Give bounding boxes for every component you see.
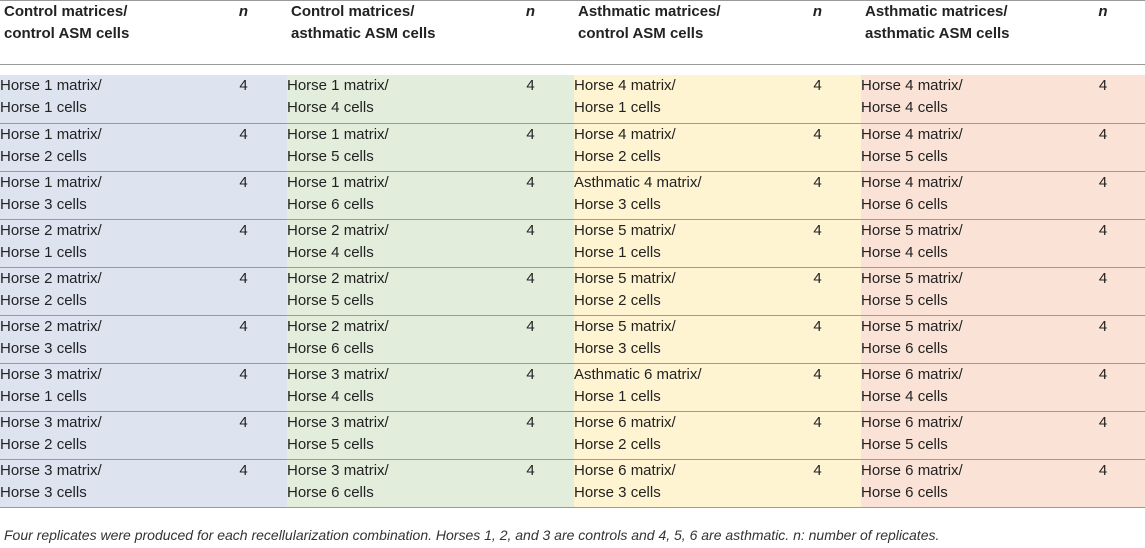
replicate-count: 4 [487, 411, 574, 459]
combination-cell [574, 75, 774, 123]
combination-cell [574, 171, 774, 219]
cells-label: Horse 6 cells [287, 195, 374, 213]
combination-cell [574, 411, 774, 459]
header-asthmatic-asthmatic [861, 1, 1061, 65]
replicate-count: 4 [1061, 123, 1145, 171]
cells-label: Horse 5 cells [287, 435, 374, 453]
replicate-count: 4 [774, 75, 861, 123]
matrix-label: Horse 4 matrix/ [861, 125, 963, 143]
replicate-count: 4 [1061, 315, 1145, 363]
replicate-count: 4 [774, 267, 861, 315]
matrix-label: Horse 2 matrix/ [0, 269, 102, 287]
header-n: n [1061, 1, 1145, 65]
cells-label: Horse 1 cells [574, 243, 661, 261]
combination-cell [0, 459, 200, 507]
combination-cell [574, 267, 774, 315]
combination-cell [287, 411, 487, 459]
cells-label: Horse 5 cells [861, 291, 948, 309]
matrix-label: Horse 5 matrix/ [861, 269, 963, 287]
combination-cell [0, 363, 200, 411]
table-row [0, 459, 1145, 507]
cells-label: Horse 5 cells [861, 435, 948, 453]
cells-label: Horse 6 cells [861, 339, 948, 357]
matrix-label: Horse 1 matrix/ [287, 77, 389, 94]
matrix-label: Horse 3 matrix/ [0, 461, 102, 479]
cells-label: Horse 2 cells [574, 435, 661, 453]
combination-cell [861, 267, 1061, 315]
cells-label: Horse 4 cells [861, 387, 948, 405]
combination-cell [861, 411, 1061, 459]
combination-cell [861, 171, 1061, 219]
combination-cell [287, 123, 487, 171]
matrix-label: Horse 3 matrix/ [287, 461, 389, 479]
header-subtitle: asthmatic ASM cells [291, 25, 436, 42]
replicate-count: 4 [1061, 171, 1145, 219]
table-footnote: Four replicates were produced for each recellularization combination. Horses 1, 2, and 3 are controls and 4, 5, 6 are asthmatic. n: number of replicates. [4, 527, 940, 543]
combination-cell [287, 315, 487, 363]
cells-label: Horse 4 cells [861, 243, 948, 261]
header-control-asthmatic [287, 1, 487, 65]
header-asthmatic-control [574, 1, 774, 65]
cells-label: Horse 5 cells [861, 147, 948, 165]
cells-label: Horse 5 cells [287, 147, 374, 165]
matrix-label: Horse 3 matrix/ [287, 365, 389, 383]
table-row [0, 411, 1145, 459]
replicate-count: 4 [200, 363, 287, 411]
table-row [0, 171, 1145, 219]
cells-label: Horse 2 cells [574, 291, 661, 309]
combination-cell [0, 267, 200, 315]
matrix-label: Horse 5 matrix/ [574, 221, 676, 239]
combination-cell [574, 123, 774, 171]
combination-cell [0, 123, 200, 171]
header-separator [0, 65, 1145, 76]
cells-label: Horse 1 cells [574, 387, 661, 405]
combination-cell [574, 219, 774, 267]
combination-cell [287, 75, 487, 123]
combination-cell [861, 459, 1061, 507]
combination-cell [287, 219, 487, 267]
replicate-count: 4 [200, 219, 287, 267]
replicate-count: 4 [487, 459, 574, 507]
replicate-count: 4 [774, 411, 861, 459]
matrix-label: Horse 2 matrix/ [287, 317, 389, 335]
header-title: Asthmatic matrices/ [865, 3, 1008, 20]
matrix-label: Horse 2 matrix/ [287, 221, 389, 239]
replicate-count: 4 [200, 75, 287, 123]
matrix-label: Asthmatic 4 matrix/ [574, 173, 702, 191]
combination-cell [861, 75, 1061, 123]
combination-cell [287, 459, 487, 507]
cells-label: Horse 2 cells [0, 147, 87, 165]
matrix-label: Horse 1 matrix/ [287, 125, 389, 143]
replicate-count: 4 [1061, 363, 1145, 411]
cells-label: Horse 3 cells [574, 195, 661, 213]
combination-cell [0, 411, 200, 459]
cells-label: Horse 1 cells [0, 387, 87, 405]
header-subtitle: control ASM cells [4, 25, 130, 42]
replicate-count: 4 [1061, 75, 1145, 123]
combination-cell [0, 75, 200, 123]
combination-cell [861, 219, 1061, 267]
cells-label: Horse 4 cells [287, 243, 374, 261]
replicate-count: 4 [1061, 459, 1145, 507]
combination-cell [287, 171, 487, 219]
header-subtitle: control ASM cells [578, 25, 704, 42]
cells-label: Horse 3 cells [0, 195, 87, 213]
replicate-count: 4 [774, 123, 861, 171]
matrix-label: Horse 4 matrix/ [574, 77, 676, 94]
combination-cell [0, 171, 200, 219]
cells-label: Horse 2 cells [574, 147, 661, 165]
cells-label: Horse 6 cells [287, 483, 374, 501]
header-n: n [774, 1, 861, 65]
cells-label: Horse 6 cells [861, 483, 948, 501]
cells-label: Horse 3 cells [574, 483, 661, 501]
matrix-label: Asthmatic 6 matrix/ [574, 365, 702, 383]
combination-cell [287, 363, 487, 411]
matrix-label: Horse 6 matrix/ [574, 461, 676, 479]
matrix-label: Horse 6 matrix/ [861, 413, 963, 431]
cells-label: Horse 2 cells [0, 291, 87, 309]
matrix-label: Horse 1 matrix/ [0, 125, 102, 143]
combination-cell [574, 363, 774, 411]
header-row [0, 1, 1145, 65]
header-n: n [487, 1, 574, 65]
cells-label: Horse 3 cells [0, 339, 87, 357]
table-body [0, 75, 1145, 507]
cells-label: Horse 1 cells [0, 99, 87, 116]
replicate-count: 4 [1061, 267, 1145, 315]
replicate-count: 4 [487, 219, 574, 267]
matrix-label: Horse 1 matrix/ [0, 173, 102, 191]
combination-cell [0, 219, 200, 267]
replicate-count: 4 [200, 411, 287, 459]
replicate-count: 4 [487, 315, 574, 363]
matrix-label: Horse 6 matrix/ [574, 413, 676, 431]
replicate-count: 4 [774, 315, 861, 363]
separator-cell [0, 65, 1145, 76]
matrix-label: Horse 5 matrix/ [861, 221, 963, 239]
replicate-count: 4 [200, 171, 287, 219]
replicate-count: 4 [1061, 219, 1145, 267]
header-title: Asthmatic matrices/ [578, 3, 721, 20]
table-row [0, 75, 1145, 123]
matrix-label: Horse 4 matrix/ [574, 125, 676, 143]
matrix-label: Horse 5 matrix/ [861, 317, 963, 335]
cells-label: Horse 4 cells [287, 387, 374, 405]
matrix-label: Horse 4 matrix/ [861, 173, 963, 191]
replicate-count: 4 [200, 459, 287, 507]
matrix-label: Horse 6 matrix/ [861, 461, 963, 479]
cells-label: Horse 1 cells [0, 243, 87, 261]
replicate-count: 4 [774, 459, 861, 507]
table-row [0, 315, 1145, 363]
replicate-count: 4 [487, 363, 574, 411]
cells-label: Horse 3 cells [574, 339, 661, 357]
replicate-count: 4 [774, 171, 861, 219]
replicate-count: 4 [487, 123, 574, 171]
combination-cell [574, 315, 774, 363]
cells-label: Horse 2 cells [0, 435, 87, 453]
matrix-label: Horse 1 matrix/ [0, 77, 102, 94]
replicate-count: 4 [1061, 411, 1145, 459]
matrix-label: Horse 1 matrix/ [287, 173, 389, 191]
header-title: Control matrices/ [291, 3, 415, 20]
combination-cell [287, 267, 487, 315]
header-control-control [0, 1, 200, 65]
combination-cell [861, 315, 1061, 363]
matrix-label: Horse 6 matrix/ [861, 365, 963, 383]
replicate-count: 4 [487, 75, 574, 123]
header-title: Control matrices/ [4, 3, 128, 20]
cells-label: Horse 6 cells [287, 339, 374, 357]
header-subtitle: asthmatic ASM cells [865, 25, 1010, 42]
replicate-count: 4 [774, 363, 861, 411]
cells-label: Horse 4 cells [287, 99, 374, 116]
matrix-label: Horse 2 matrix/ [0, 317, 102, 335]
table-row [0, 363, 1145, 411]
cells-label: Horse 1 cells [574, 99, 661, 116]
cells-label: Horse 4 cells [861, 99, 948, 116]
replicate-count: 4 [487, 267, 574, 315]
replicate-count: 4 [774, 219, 861, 267]
combination-cell [574, 459, 774, 507]
cells-label: Horse 3 cells [0, 483, 87, 501]
replicate-count: 4 [487, 171, 574, 219]
replicate-count: 4 [200, 267, 287, 315]
matrix-label: Horse 5 matrix/ [574, 317, 676, 335]
matrix-label: Horse 3 matrix/ [287, 413, 389, 431]
replicate-count: 4 [200, 123, 287, 171]
table-row [0, 219, 1145, 267]
table-row [0, 123, 1145, 171]
header-n: n [200, 1, 287, 65]
matrix-label: Horse 2 matrix/ [0, 221, 102, 239]
table-row [0, 267, 1145, 315]
cells-label: Horse 6 cells [861, 195, 948, 213]
combination-cell [861, 123, 1061, 171]
matrix-label: Horse 3 matrix/ [0, 365, 102, 383]
combination-cell [0, 315, 200, 363]
matrix-label: Horse 2 matrix/ [287, 269, 389, 287]
replicate-count: 4 [200, 315, 287, 363]
matrix-label: Horse 3 matrix/ [0, 413, 102, 431]
combination-cell [861, 363, 1061, 411]
matrix-label: Horse 4 matrix/ [861, 77, 963, 94]
matrix-label: Horse 5 matrix/ [574, 269, 676, 287]
cells-label: Horse 5 cells [287, 291, 374, 309]
